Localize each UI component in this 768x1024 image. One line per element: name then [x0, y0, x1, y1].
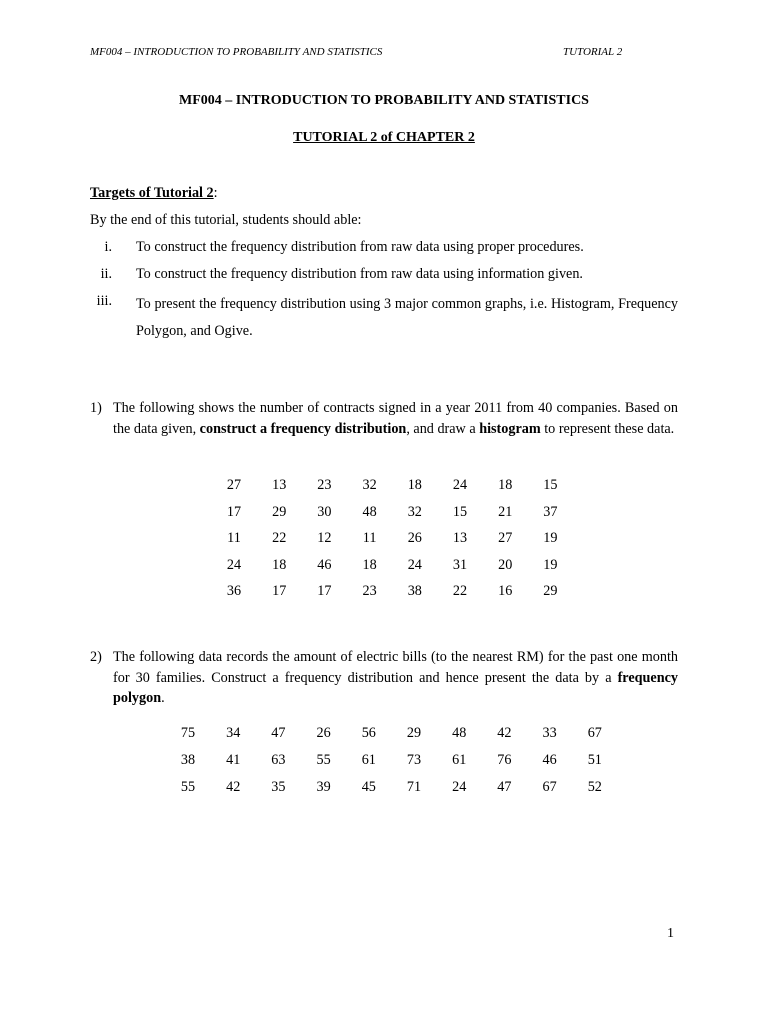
- data-cell: 12: [317, 530, 332, 546]
- data-cell: 18: [498, 477, 513, 493]
- data-cell: 61: [361, 752, 376, 768]
- objective-text: To present the frequency distribution using 3 major common graphs, i.e. Histogram, Frequency Polygon, and Ogive.: [136, 296, 678, 339]
- data-cell: 32: [407, 503, 422, 520]
- data-cell: 17: [226, 503, 242, 520]
- targets-heading-line: [90, 183, 218, 203]
- data-cell: 71: [406, 779, 422, 795]
- data-cell: 46: [542, 752, 557, 768]
- data-cell: 19: [543, 556, 558, 573]
- objective-number: i.: [104, 239, 112, 255]
- data-cell: 33: [542, 725, 557, 741]
- data-cell: 37: [543, 503, 558, 520]
- data-cell: 23: [362, 583, 377, 599]
- data-cell: 42: [226, 779, 241, 795]
- objective-text: To construct the frequency distribution from raw data using proper procedures.: [136, 239, 584, 255]
- targets-colon: :: [213, 185, 218, 201]
- data-cell: 18: [272, 556, 287, 573]
- question-number: 2): [90, 649, 102, 665]
- data-cell: 38: [180, 752, 196, 768]
- targets-intro: By the end of this tutorial, students should able:: [90, 212, 362, 228]
- data-cell: 27: [226, 477, 242, 493]
- question-emphasis: frequency polygon: [113, 669, 678, 706]
- question-text: [113, 398, 678, 439]
- data-cell: 13: [452, 530, 468, 546]
- data-cell: 32: [362, 477, 377, 493]
- data-cell: 30: [317, 503, 332, 520]
- data-cell: 11: [362, 530, 377, 546]
- data-cell: 41: [226, 752, 241, 768]
- data-cell: 29: [406, 725, 422, 741]
- data-cell: 47: [271, 725, 286, 741]
- data-cell: 24: [452, 779, 467, 795]
- data-cell: 31: [452, 556, 468, 573]
- data-cell: 38: [407, 583, 422, 599]
- data-cell: 19: [543, 530, 558, 546]
- data-cell: 24: [226, 556, 242, 573]
- data-cell: 22: [272, 530, 287, 546]
- data-cell: 17: [272, 583, 287, 599]
- question-text-part: , and draw a: [406, 420, 480, 437]
- data-cell: 24: [452, 477, 468, 493]
- data-cell: 18: [362, 556, 377, 573]
- data-cell: 24: [407, 556, 422, 573]
- data-cell: 35: [271, 779, 286, 795]
- data-cell: 29: [543, 583, 558, 599]
- question-number: 1): [90, 400, 102, 416]
- question-text-part: to represent these data.: [540, 420, 675, 437]
- data-cell: 45: [361, 779, 376, 795]
- data-cell: 26: [316, 725, 331, 741]
- data-cell: 63: [271, 752, 286, 768]
- question-text-part: The following shows the number of contracts signed in a year 2011 from 40 companies. Based on the data given,: [113, 400, 678, 437]
- data-cell: 16: [498, 583, 513, 599]
- running-header-tutorial: TUTORIAL 2: [563, 46, 623, 58]
- question-text: [113, 647, 678, 709]
- data-cell: 13: [272, 477, 287, 493]
- question-1: [90, 398, 680, 460]
- data-cell: 48: [362, 503, 377, 520]
- data-cell: 48: [452, 725, 467, 741]
- data-cell: 47: [497, 779, 512, 795]
- data-cell: 29: [272, 503, 287, 520]
- page-number: 1: [667, 926, 674, 941]
- objective-number: ii.: [100, 266, 112, 282]
- data-cell: 61: [452, 752, 467, 768]
- data-cell: 22: [452, 583, 468, 599]
- data-cell: 73: [406, 752, 422, 768]
- targets-heading: Targets of Tutorial 2: [90, 185, 214, 201]
- data-cell: 11: [227, 530, 241, 546]
- data-cell: 76: [497, 752, 512, 768]
- running-header-title: MF004 – INTRODUCTION TO PROBABILITY AND STATISTICS: [90, 46, 383, 58]
- data-cell: 51: [587, 752, 602, 768]
- data-cell: 56: [361, 725, 376, 741]
- data-cell: 15: [543, 477, 558, 493]
- data-cell: 46: [317, 556, 332, 573]
- page-title: MF004 – INTRODUCTION TO PROBABILITY AND STATISTICS: [179, 93, 589, 108]
- data-cell: 17: [317, 583, 332, 599]
- question-text-part: .: [161, 690, 165, 706]
- data-cell: 39: [316, 779, 331, 795]
- data-cell: 20: [498, 556, 513, 573]
- data-cell: 26: [407, 530, 422, 546]
- data-cell: 15: [452, 503, 468, 520]
- data-cell: 23: [317, 477, 332, 493]
- data-cell: 27: [498, 530, 513, 546]
- data-cell: 55: [180, 779, 196, 795]
- question-emphasis: construct a frequency distribution: [199, 420, 407, 437]
- data-cell: 18: [407, 477, 422, 493]
- data-cell: 52: [587, 779, 602, 795]
- objective-number: iii.: [96, 293, 112, 309]
- page-subtitle: TUTORIAL 2 of CHAPTER 2: [293, 130, 475, 145]
- data-cell: 75: [180, 725, 196, 741]
- question-emphasis: histogram: [479, 420, 541, 437]
- data-cell: 67: [587, 725, 602, 741]
- objective-text: To construct the frequency distribution from raw data using information given.: [136, 266, 583, 282]
- data-cell: 36: [226, 583, 242, 599]
- data-cell: 34: [226, 725, 241, 741]
- data-cell: 42: [497, 725, 512, 741]
- data-cell: 55: [316, 752, 331, 768]
- data-cell: 21: [498, 503, 513, 520]
- data-cell: 67: [542, 779, 557, 795]
- question-2: [90, 647, 680, 709]
- question-text-part: The following data records the amount of electric bills (to the nearest RM) for the past one month for 30 families. Construct a frequency distribution and hence present the data by a: [113, 649, 678, 686]
